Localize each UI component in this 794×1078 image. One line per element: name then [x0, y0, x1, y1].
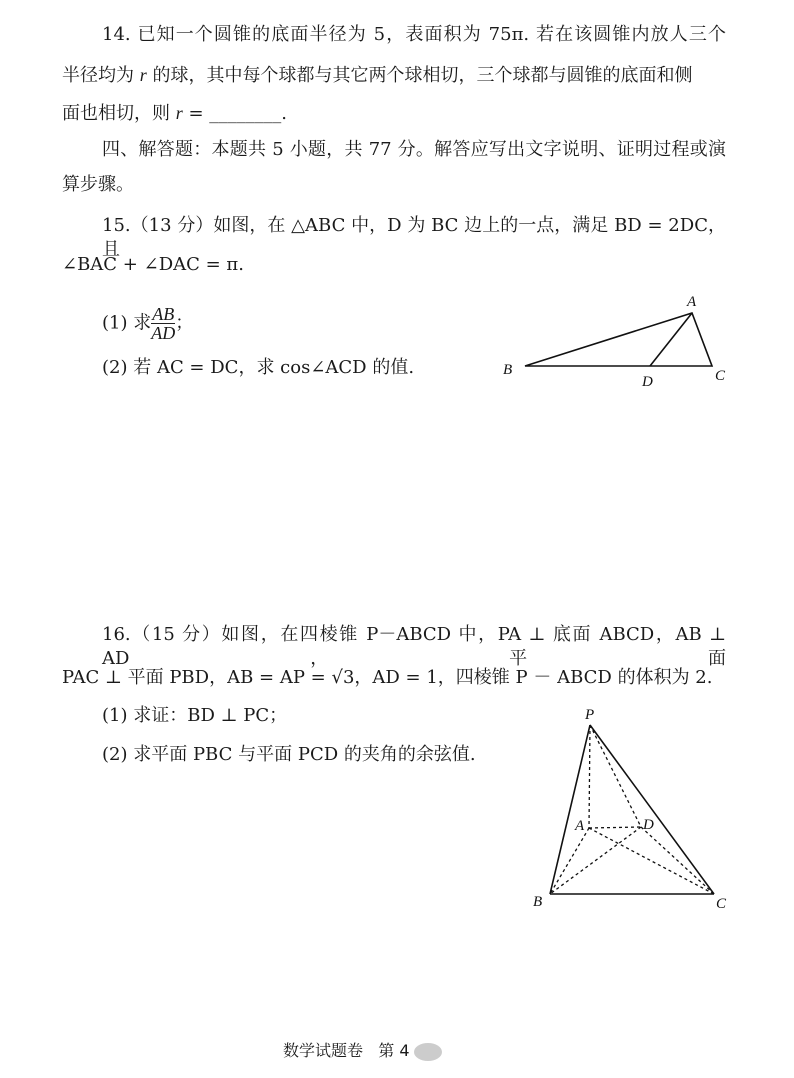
label-p: P — [585, 707, 595, 723]
edge-pa — [589, 725, 590, 828]
diag-ac — [589, 828, 714, 894]
text: = ________. — [182, 103, 287, 124]
q16-line1: 16.（15 分）如图，在四棱锥 P－ABCD 中，PA ⊥ 底面 ABCD，AB ⊥ AD，平面 — [102, 624, 726, 669]
label-b: B — [503, 362, 513, 378]
edge-pd — [590, 725, 641, 827]
text: 的球，其中每个球都与其它两个球相切，三个球都与圆锥的底面和侧 — [146, 65, 693, 86]
label-b: B — [533, 894, 543, 910]
segment-ad — [650, 313, 692, 366]
pyramid-figure — [550, 725, 714, 894]
label-c: C — [716, 896, 727, 912]
q14-line1: 14. 已知一个圆锥的底面半径为 5，表面积为 75π. 若在该圆锥内放人三个 — [102, 24, 726, 45]
label-c: C — [715, 368, 726, 384]
edge-ab — [550, 828, 589, 894]
text: 半径均为 — [62, 65, 140, 86]
text: 面也相切，则 — [62, 103, 176, 124]
label-a: A — [687, 294, 697, 310]
edge-ad — [589, 827, 641, 828]
denominator: AD — [151, 323, 176, 343]
q15-line1: 15.（13 分）如图，在 △ABC 中，D 为 BC 边上的一点，满足 BD = 2DC，且 — [102, 215, 726, 260]
edge-dc — [641, 827, 714, 894]
edge-pb — [550, 725, 590, 894]
watermark-icon — [414, 1043, 442, 1061]
q16-part1: (1) 求证：BD ⊥ PC； — [102, 705, 288, 726]
q15-line2: ∠BAC + ∠DAC = π. — [62, 254, 244, 275]
label-a: A — [575, 818, 585, 834]
text: (1) 求 — [102, 312, 152, 334]
footer-title: 数学试题卷 — [283, 1041, 364, 1060]
var-r: r — [139, 65, 147, 85]
footer — [283, 1038, 442, 1061]
q16-part2: (2) 求平面 PBC 与平面 PCD 的夹角的余弦值. — [102, 744, 476, 765]
section4-line1: 四、解答题：本题共 5 小题，共 77 分。解答应写出文字说明、证明过程或演 — [102, 139, 726, 160]
text: ； — [175, 312, 194, 334]
label-d: D — [642, 374, 653, 390]
edge-pc — [590, 725, 714, 894]
numerator: AB — [152, 304, 175, 324]
triangle-abc — [525, 313, 712, 366]
section4-line2: 算步骤。 — [62, 174, 134, 195]
triangle-figure — [525, 313, 712, 366]
q15-part2: (2) 若 AC = DC，求 cos∠ACD 的值. — [102, 357, 415, 378]
var-r: r — [175, 103, 183, 123]
q16-line2: PAC ⊥ 平面 PBD，AB = AP = √3，AD = 1，四棱锥 P － ABCD 的体积为 2. — [62, 667, 713, 688]
label-d: D — [643, 817, 654, 833]
footer-page: 第 4 — [378, 1041, 410, 1060]
